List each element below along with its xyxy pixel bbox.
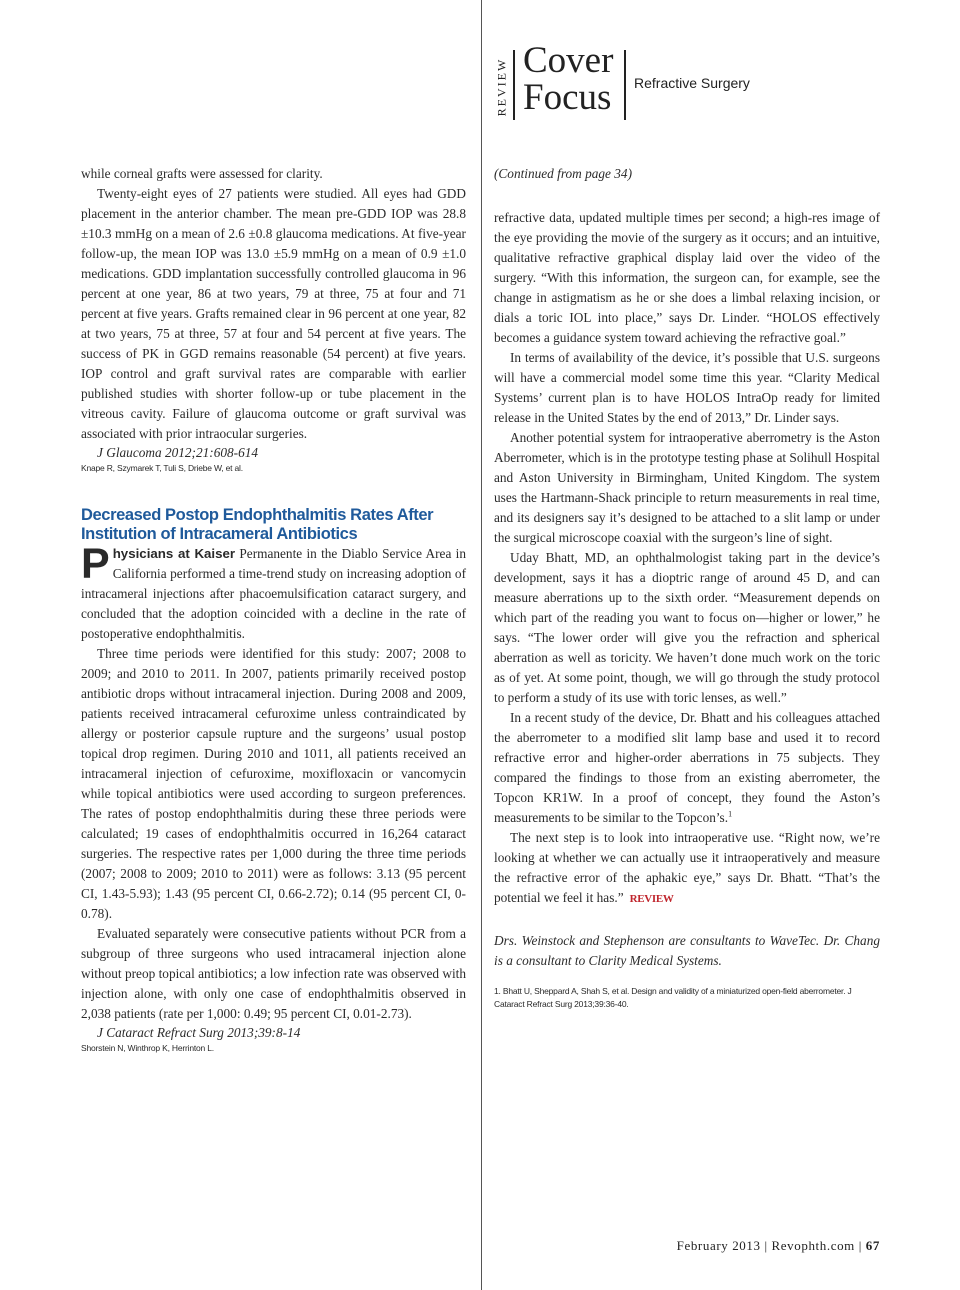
section-label: Refractive Surgery — [634, 75, 750, 91]
body-paragraph: refractive data, updated multiple times per second; a high-res image of the eye providing the movie of the surgery as it occurs; and an intuitive, qualitative refractive graphical display laid over the video of the surgery. “With this information, the surgeon can, for example, see the change in astigmatism as he or she does a limbal relaxing incision, or dials a toric IOL into place,” says Dr. Linder. “HOLOS effectively becomes a guidance system toward achieving the refractive goal.” — [494, 210, 880, 345]
review-vertical-label: REVIEW — [494, 57, 509, 117]
lead-in: hysicians at Kaiser — [112, 546, 236, 561]
study2-heading: Decreased Postop Endophthalmitis Rates After Institution of Intracameral Antibiotics — [81, 506, 434, 543]
header-rule — [513, 50, 515, 120]
right-column — [494, 164, 880, 1011]
column-divider — [481, 0, 482, 1290]
page-number: 67 — [865, 1238, 880, 1253]
study1-citation: J Glaucoma 2012;21:608-614 — [97, 445, 259, 460]
study2-citation: J Cataract Refract Surg 2013;39:8-14 — [97, 1025, 301, 1040]
drop-cap: P — [81, 540, 110, 588]
study2-authors: Shorstein N, Winthrop K, Herrinton L. — [81, 1043, 214, 1053]
body-paragraph: Another potential system for intraoperative aberrometry is the Aston Aberrometer, which is in the prototype testing phase at Solihull Hospital and Aston University in Birmingham, United Kingdom. The system uses the Hartmann-Shack principle to return measurements in real time, and its designers say it’s designed to be attached to a slit lamp or under the surgical microscope coaxial with the surgeon’s line of sight. — [494, 430, 880, 545]
body-paragraph: In terms of availability of the device, it’s possible that U.S. surgeons will have a commercial model some time this year. “Clarity Medical Systems’ current plan is to have HOLOS IntraOp ready for limited release in the United States by the end of 2013,” Dr. Linder says. — [494, 350, 880, 425]
continued-note: (Continued from page 34) — [494, 166, 633, 181]
study1-authors: Knape R, Szymarek T, Tuli S, Driebe W, et al. — [81, 463, 243, 473]
study1-paragraph: Twenty-eight eyes of 27 patients were studied. All eyes had GDD placement in the anterior chamber. The mean pre-GDD IOP was 28.8 ±10.3 mmHg on a mean of 2.6 ±0.8 glaucoma medications. At five-year follow-up, the mean IOP was 13.0 ±5.9 mmHg on a mean of 0.9 ±1.0 medications. GDD implantation successfully controlled glaucoma in 96 percent at one year, 86 at two years, 79 at three, 75 at four and 71 percent at five years. Grafts remained clear in 96 percent at one year, 82 at two years, 75 at three, 57 at four and 54 percent at five years. The success of PK in GGD remains reasonable (54 percent) at five years. IOP control and graft survival rates are comparable with earlier published studies with shorter follow-up or tube placement in the vitreous cavity. Failure of glaucoma outcome or graft survival was associated with prior intraocular surgeries. — [81, 186, 466, 441]
left-column — [81, 164, 466, 1054]
study2-paragraph-2: Three time periods were identified for this study: 2007; 2008 to 2009; and 2010 to 2011. In 2007, patients primarily received postop antibiotic drops without intracameral injection. During 2008 and 2009, patients received intracameral cefuroxime unless contraindicated by allergy or posterior capsule rupture and the surgeons’ usual postop topical drop regimen. During 2010 and 1011, all patients received an intracameral injection of cefuroxime, moxifloxacin or vancomycin while topical antibiotics were used according to surgeon preferences. The rates of postop endophthalmitis during these three periods were calculated; 19 cases of endophthalmitis occurred in 16,264 cataract surgeries. The respective rates per 1,000 during the three time periods (2007; 2008 to 2009; 2010 to 2011) were as follows: 3.13 (95 percent CI, 1.43-5.93); 1.43 (95 percent CI, 0.66-2.72); 0.14 (95 percent CI, 0-0.78). — [81, 646, 466, 921]
header-rule — [624, 50, 626, 120]
body-paragraph: The next step is to look into intraoperative use. “Right now, we’re looking at whether we can actually use it intraoperatively and measure the refractive error of the aphakic eye,” says Dr. Bhatt. “That’s the potential we feel it has.” REVIEW — [494, 830, 880, 905]
study2-paragraph-1: Physicians at Kaiser Permanente in the Diablo Service Area in California performed a time-trend study on increasing adoption of intracameral injections after phacoemulsification cataract surgery, and concluded that the adoption coincided with a decline in the rate of postoperative endophthalmitis. — [81, 540, 466, 641]
page-folio: February 2013 | Revophth.com | 67 — [676, 1238, 880, 1253]
review-end-mark: REVIEW — [629, 893, 674, 905]
body-paragraph: In a recent study of the device, Dr. Bhatt and his colleagues attached the aberrometer to a modified slit lamp base and used it to record refractive error and higher-order aberrations in 75 subjects. They compared the findings to those from an existing aberrometer, the Topcon KR1W. In a proof of concept, they found the Aston’s measurements to be similar to the Topcon’s.$^1$ — [494, 710, 880, 825]
body-paragraph: Uday Bhatt, MD, an ophthalmologist taking part in the device’s development, says it has a dioptric range of around 45 D, and can measure aberrations up to the sixth order. “Measurement depends on which part of the reading you want to focus on—higher or lower,” he says. “The lower order will give you the refraction and spherical aberration as well as toricity. We haven’t done much work on the toric as of yet. At some point, though, we will go through the study protocol to perform a study of its use with toric lenses, as well.” — [494, 550, 880, 705]
cover-focus-title: Cover Focus — [523, 40, 614, 118]
reference-marker: 1 — [728, 809, 733, 819]
disclosure: Drs. Weinstock and Stephenson are consultants to WaveTec. Dr. Chang is a consultant to Clarity Medical Systems. — [494, 933, 880, 968]
intro-text: while corneal grafts were assessed for clarity. — [81, 166, 323, 181]
study2-paragraph-3: Evaluated separately were consecutive patients without PCR from a subgroup of three surgeons who used intracameral injection alone without preop topical antibiotics; a low infection rate was observed with injection alone, with only one case of endophthalmitis observed in 2,038 patients (rate per 1,000: 0.49; 95 percent CI, 0.01-2.73). — [81, 926, 466, 1021]
footnote: 1. Bhatt U, Sheppard A, Shah S, et al. Design and validity of a miniaturized open-field aberrometer. J Cataract Refract Surg 2013;39:36-40. — [494, 986, 852, 1009]
